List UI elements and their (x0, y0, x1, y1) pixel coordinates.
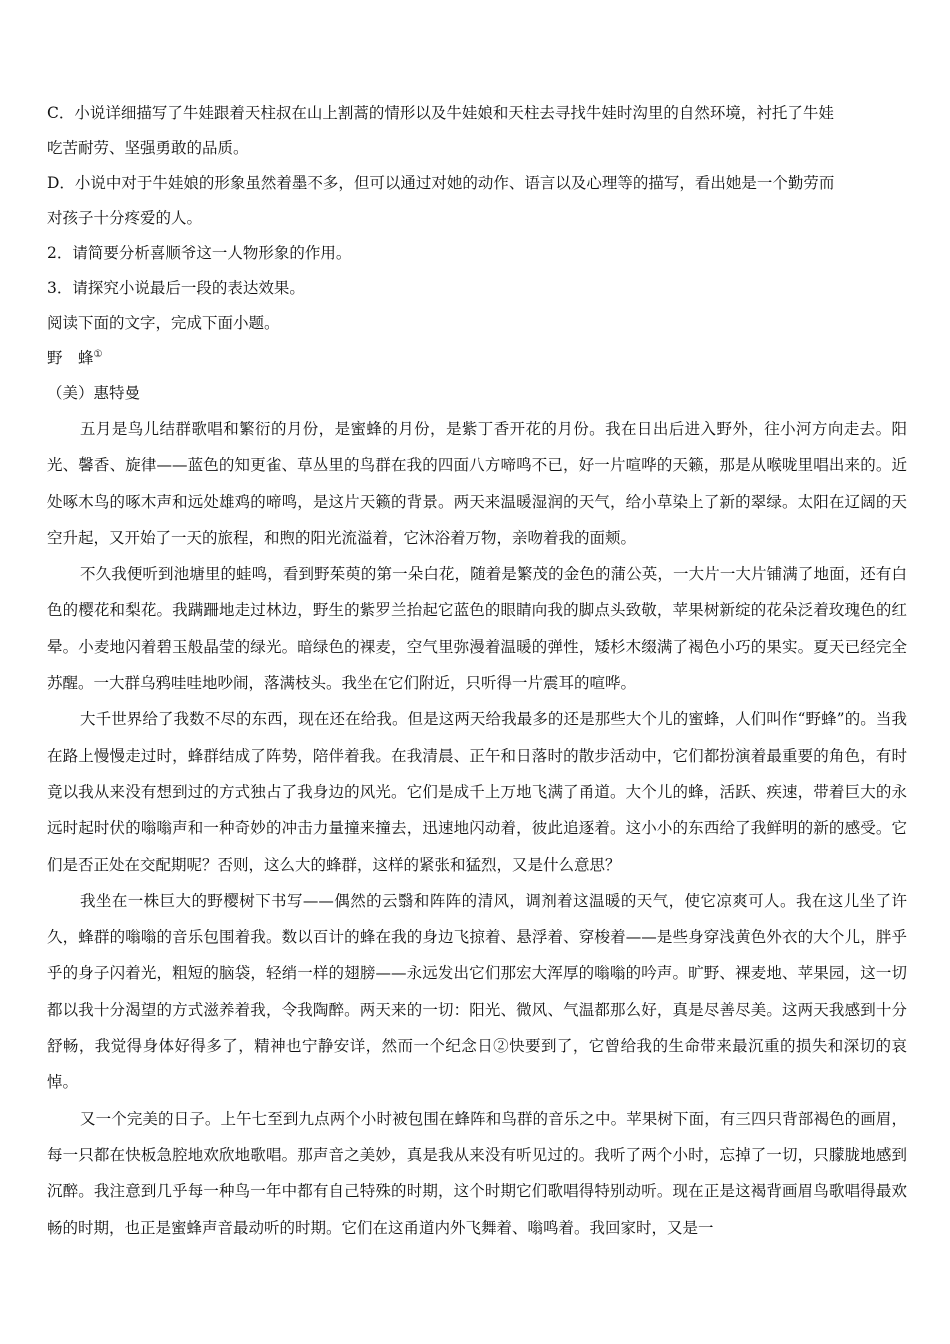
question-2: 2．请简要分析喜顺爷这一人物形象的作用。 (47, 244, 352, 262)
option-c-line-2: 吃苦耐劳、坚强勇敢的品质。 (47, 139, 249, 157)
essay-paragraph-2: 不久我便听到池塘里的蛙鸣，看到野茱萸的第一朵白花，随着是繁茂的金色的蒲公英，一大片一大片铺满了地面，还有白色的樱花和梨花。我蹒跚地走过林边，野生的紫罗兰抬起它蓝色的眼睛向我的脚点头致敬，苹果树新绽的花朵泛着玫瑰色的红晕。小麦地闪着碧玉般晶莹的绿光。暗绿色的裸麦，空气里弥漫着温暖的弹性，矮杉木缀满了褐色小巧的果实。夏天已经完全苏醒。一大群乌鸦哇哇地吵闹，落满枝头。我坐在它们附近，只听得一片震耳的喧哗。 (47, 565, 907, 693)
question-3: 3．请探究小说最后一段的表达效果。 (47, 279, 305, 297)
option-c-line-1: C．小说详细描写了牛娃跟着天柱叔在山上割蒿的情形以及牛娃娘和天柱去寻找牛娃时沟里的自然环境，衬托了牛娃 (47, 104, 834, 122)
essay-paragraph-4: 我坐在一株巨大的野樱树下书写——偶然的云翳和阵阵的清风，调剂着这温暖的天气，使它凉爽可人。我在这儿坐了许久，蜂群的嗡嗡的音乐包围着我。数以百计的蜂在我的身边飞掠着、悬浮着、穿梭着——是些身穿浅黄色外衣的大个儿，胖乎乎的身子闪着光，粗短的脑袋，轻绡一样的翅膀——永远发出它们那宏大浑厚的嗡嗡的吟声。旷野、裸麦地、苹果园，这一切都以我十分渴望的方式滋养着我，令我陶醉。两天来的一切：阳光、微风、气温都那么好，真是尽善尽美。这两天我感到十分舒畅，我觉得身体好得多了，精神也宁静安详，然而一个纪念日②快要到了，它曾给我的生命带来最沉重的损失和深切的哀悼。 (47, 891, 907, 1092)
option-d-line-2: 对孩子十分疼爱的人。 (47, 209, 203, 227)
essay-title (47, 341, 907, 376)
option-d-line-1: D．小说中对于牛娃娘的形象虽然着墨不多，但可以通过对她的动作、语言以及心理等的描写，看出她是一个勤劳而 (47, 174, 835, 192)
essay-author: （美）惠特曼 (47, 384, 141, 402)
essay-paragraph-3: 大千世界给了我数不尽的东西，现在还在给我。但是这两天给我最多的还是那些大个儿的蜜蜂，人们叫作“野蜂”的。当我在路上慢慢走过时，蜂群结成了阵势，陪伴着我。在我清晨、正午和日落时的散步活动中，它们都扮演着最重要的角色，有时竟以我从来没有想到过的方式独占了我身边的风光。它们是成千上万地飞满了甬道。大个儿的蜂，活跃、疾速，带着巨大的永远时起时伏的嗡嗡声和一种奇妙的冲击力量撞来撞去，迅速地闪动着，彼此追逐着。这小小的东西给了我鲜明的新的感受。它们是否正处在交配期呢？否则，这么大的蜂群，这样的紧张和猛烈，又是什么意思？ (47, 710, 907, 874)
reading-instruction: 阅读下面的文字，完成下面小题。 (47, 314, 280, 332)
document-page (47, 96, 907, 1246)
essay-paragraph-5: 又一个完美的日子。上午七至到九点两个小时被包围在蜂阵和鸟群的音乐之中。苹果树下面，有三四只背部褐色的画眉，每一只都在快板急腔地欢欣地歌唱。那声音之美妙，真是我从来没有听见过的。我听了两个小时，忘掉了一切，只朦胧地感到沉醉。我注意到几乎每一种鸟一年中都有自己特殊的时期，这个时期它们歌唱得特别动听。现在正是这褐背画眉鸟歌唱得最欢畅的时期，也正是蜜蜂声音最动听的时期。它们在这甬道内外飞舞着、嗡鸣着。我回家时，又是一 (47, 1109, 907, 1237)
essay-title-text: 野 蜂 (47, 349, 94, 367)
essay-paragraph-1: 五月是鸟儿结群歌唱和繁衍的月份，是蜜蜂的月份，是紫丁香开花的月份。我在日出后进入野外，往小河方向走去。阳光、馨香、旋律——蓝色的知更雀、草丛里的鸟群在我的四面八方啼鸣不已，好一片喧哗的天籁，那是从喉咙里唱出来的。近处啄木鸟的啄木声和远处雄鸡的啼鸣，是这片天籁的背景。两天来温暖湿润的天气，给小草染上了新的翠绿。太阳在辽阔的天空升起，又开始了一天的旅程，和煦的阳光流溢着，它沐浴着万物，亲吻着我的面颊。 (47, 420, 907, 547)
title-footnote-marker: ① (93, 348, 103, 360)
